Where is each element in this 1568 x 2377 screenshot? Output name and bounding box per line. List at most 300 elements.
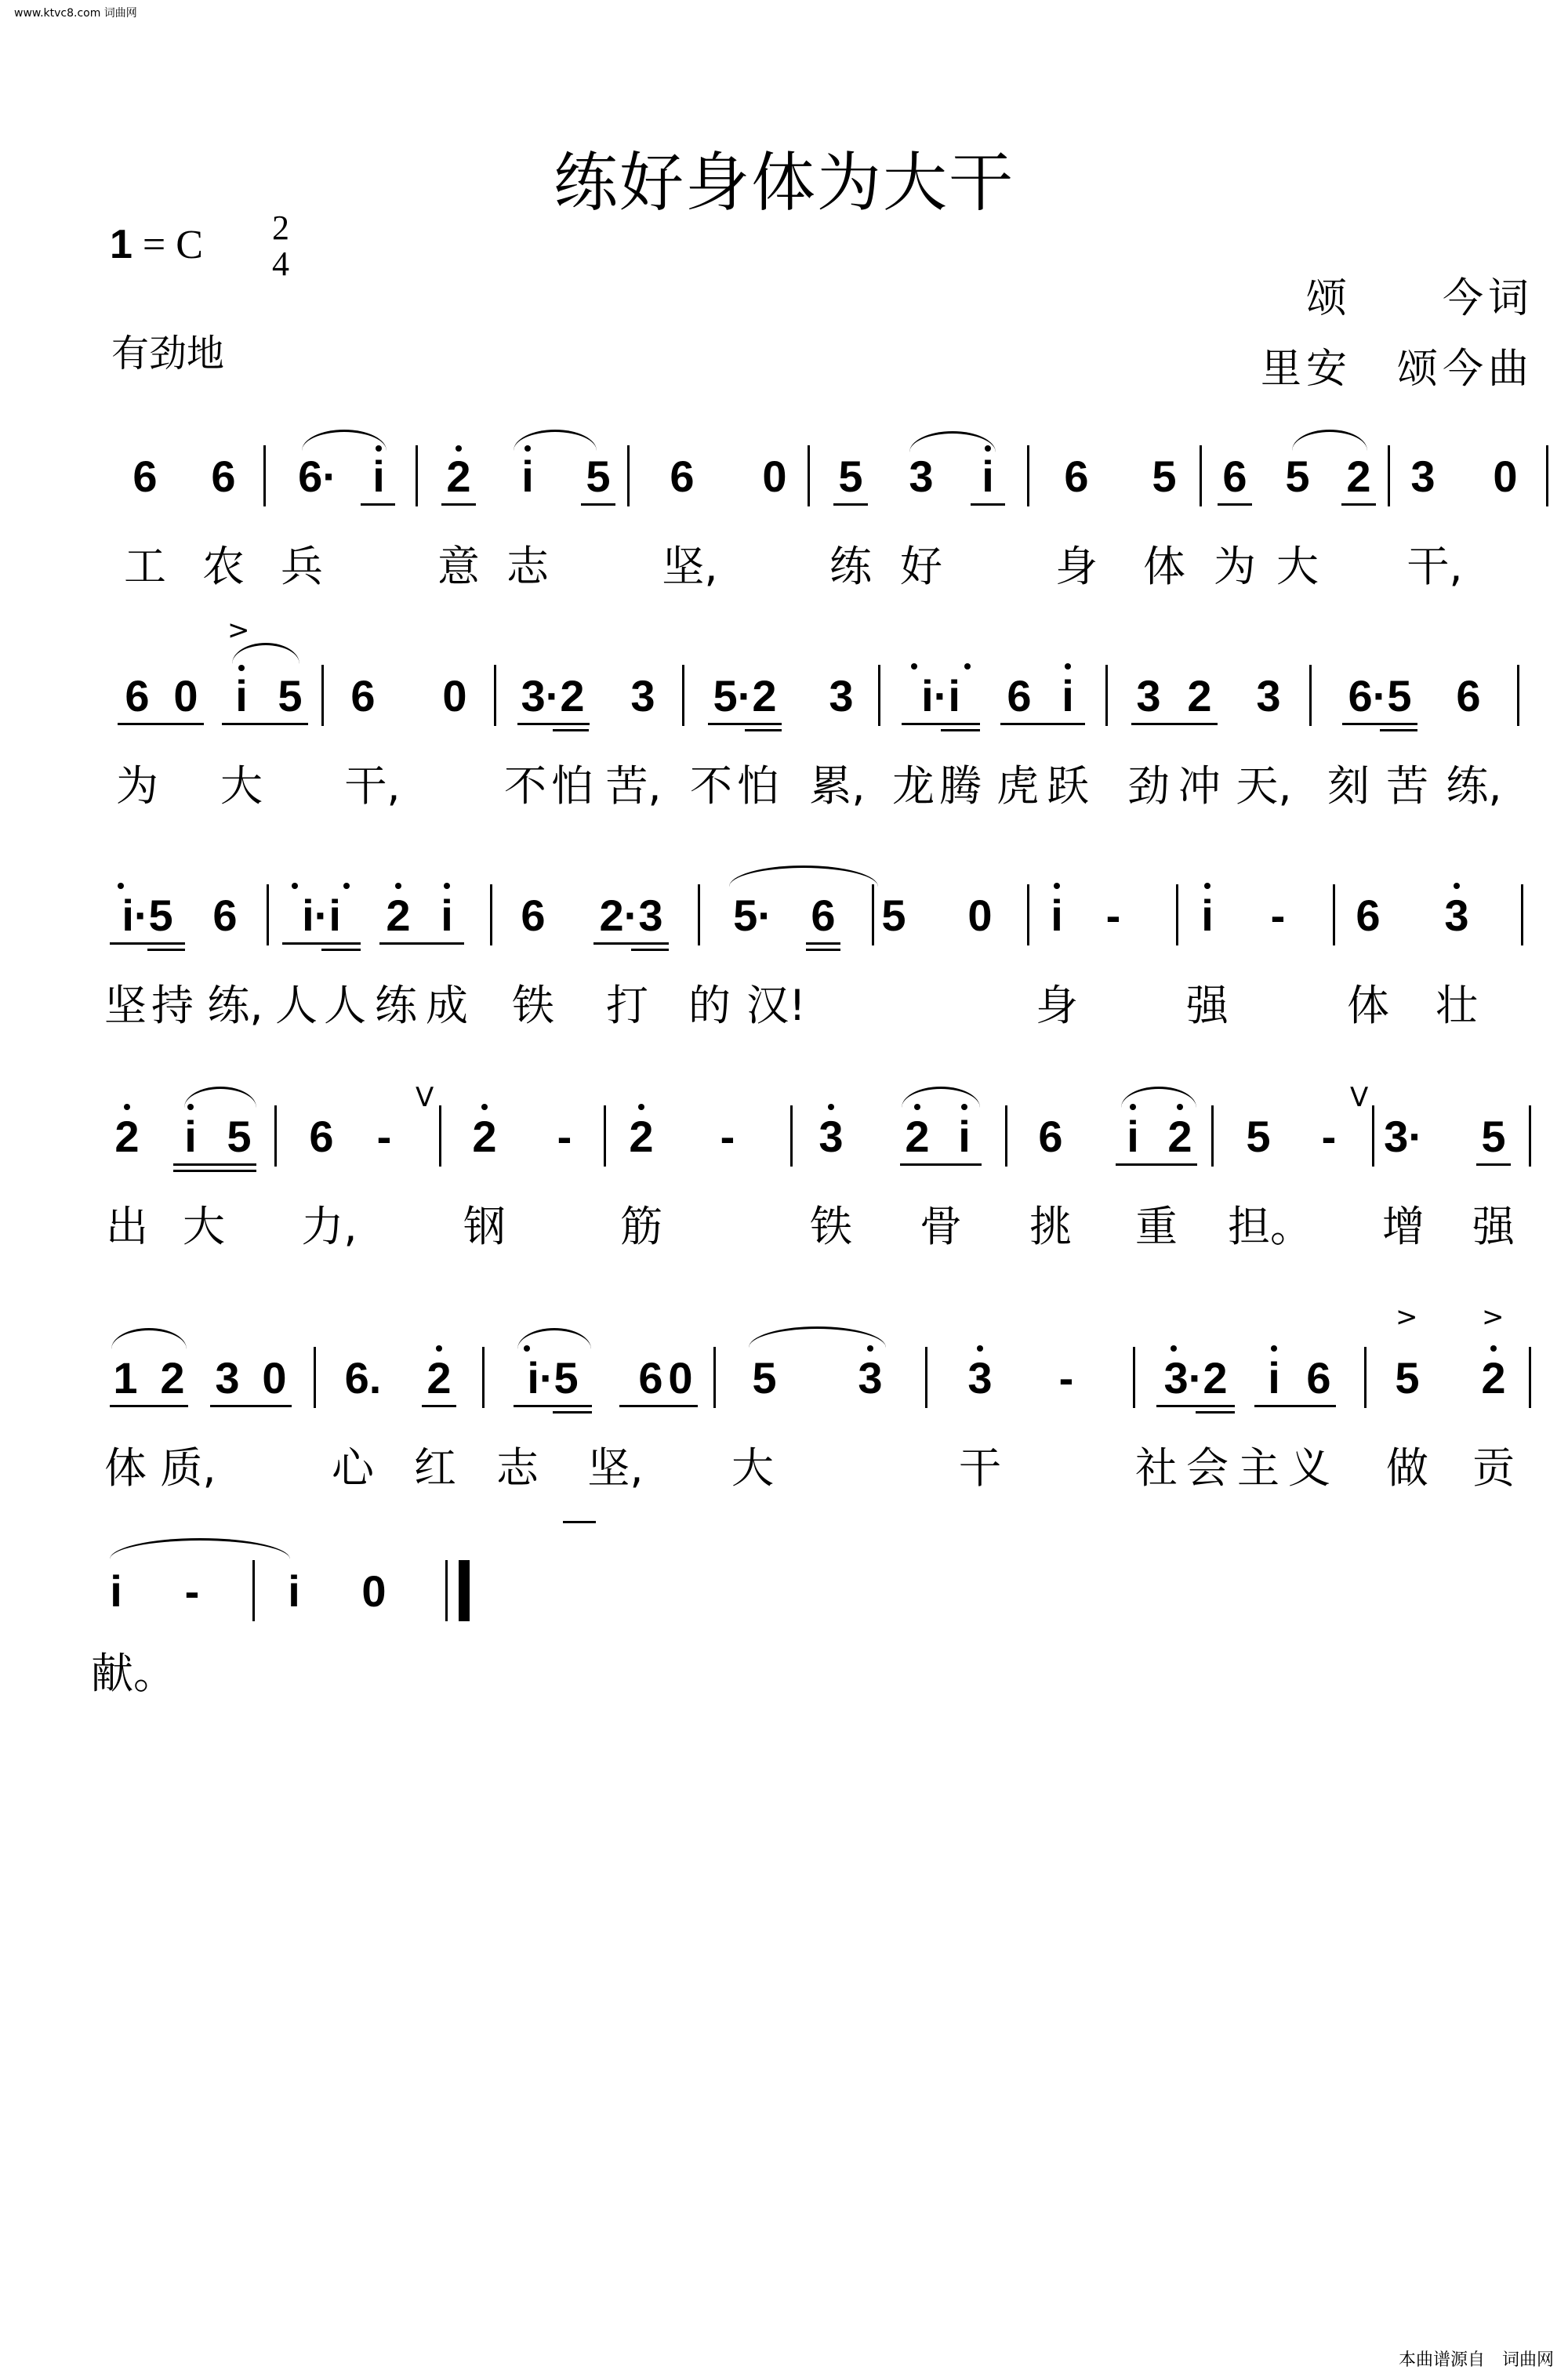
note: 6 [1038,1112,1063,1161]
note: 2 [160,1353,185,1403]
underline [173,1163,256,1166]
site-header: www.ktvc8.com 词曲网 [14,7,137,20]
lyric: 练, [1446,761,1502,811]
underline [110,1405,188,1407]
underline [282,942,361,945]
high-octave-dot [828,1104,834,1110]
note: i [184,1112,197,1161]
barline [439,1105,441,1167]
lyric: 筋 [620,1202,662,1251]
note: i [521,452,534,501]
note: 0 [361,1566,387,1616]
note: 2 [1481,1353,1506,1403]
note: 5 [227,1112,252,1161]
slur [184,1087,256,1108]
note: i [1127,1112,1139,1161]
barline [1133,1347,1135,1408]
barline [790,1105,793,1167]
barline [416,445,418,506]
lyric-line-2 [0,760,1568,815]
music-line-6 [0,1560,1568,1623]
note: 6 [1456,671,1481,720]
note: 2 [472,1112,497,1161]
lyric: 铁 [512,981,554,1030]
note: i·i [302,891,341,940]
lyric: 苦, [605,761,662,811]
high-octave-dot [977,1345,983,1352]
high-octave-dot [292,883,298,889]
barline [494,665,496,726]
note: 2 [905,1112,930,1161]
underline [147,949,185,951]
underline [745,729,782,731]
barline [1364,1347,1367,1408]
lyric: 做 [1386,1443,1428,1493]
lyric: 劲 [1127,761,1170,811]
high-octave-dot [118,883,124,889]
note: 2 [1167,1112,1192,1161]
barline [1105,665,1108,726]
slur [749,1326,886,1348]
barline [1388,445,1390,506]
underline [1116,1163,1197,1166]
lyric: 工 [124,542,166,591]
lyric: 不 [504,761,546,811]
accent-mark: > [227,615,250,646]
barline [314,1347,316,1408]
lyric: 干 [959,1443,1001,1493]
note: i·i [921,671,960,720]
note: 3 [1444,891,1469,940]
final-barline [459,1560,470,1621]
underline [1131,723,1218,725]
underline [971,503,1005,506]
high-octave-dot [1454,883,1460,889]
underline [1254,1405,1336,1407]
time-signature [265,210,296,282]
lyric: 质, [160,1443,216,1493]
note: 0 [442,671,467,720]
high-octave-dot [395,883,401,889]
slur [232,643,299,664]
barline [698,884,700,945]
note: 3 [818,1112,844,1161]
lyric: 龙 [892,761,935,811]
time-signature-bottom: 4 [272,245,289,283]
lyric: 贡 [1472,1443,1515,1493]
underline [553,729,589,731]
lyric: 练, [207,981,263,1030]
lyric: 人 [275,981,318,1030]
barline [263,445,266,506]
lyric-line-3 [0,980,1568,1035]
lyric: 强 [1472,1202,1515,1251]
note: 3 [967,1353,993,1403]
lyric: 担。 [1228,1202,1312,1251]
note: 6 [125,671,150,720]
note: i [441,891,453,940]
barline [1372,1105,1374,1167]
lyric: 体 [104,1443,147,1493]
note: 2 [386,891,411,940]
slur [110,1538,290,1559]
barline [1309,665,1312,726]
lyric: 虎 [996,761,1039,811]
underline [902,723,980,725]
note: 6 [211,452,236,501]
barline [1546,445,1548,506]
barline [274,1105,277,1167]
lyric: 体 [1143,542,1185,591]
note: 0 [762,452,787,501]
note: 6 [521,891,546,940]
note: i [982,452,994,501]
lyric: 心 [332,1443,374,1493]
underline [379,942,464,945]
note: 5 [838,452,863,501]
note: - [1321,1112,1337,1161]
lyric: 出 [106,1202,148,1251]
note: 0 [967,891,993,940]
high-octave-dot [1490,1345,1497,1352]
high-octave-dot [638,1104,644,1110]
note: 3 [829,671,854,720]
note: 6 [350,671,376,720]
underline [173,1170,256,1172]
underline [321,949,361,951]
barline [1211,1105,1214,1167]
note: i [235,671,248,720]
barline [252,1560,255,1621]
barline [1027,884,1029,945]
lyric: 人 [324,981,366,1030]
note: 6· [298,452,337,501]
lyric: 意 [437,542,480,591]
note: 2 [629,1112,654,1161]
lyric-line-5 [0,1443,1568,1497]
lyric: 大 [220,761,263,811]
underline [222,723,308,725]
high-octave-dot [481,1104,488,1110]
lyric: 主 [1237,1443,1279,1493]
tempo-marking: 有劲地 [111,332,225,376]
lyric: 怕 [737,761,779,811]
barline [1517,665,1519,726]
slur [909,431,996,452]
song-title: 练好身体为大干 [553,146,1014,220]
lyric: 不 [690,761,732,811]
note: 2·3 [599,891,663,940]
note: - [557,1112,572,1161]
underline [581,503,615,506]
lyric: 干, [1406,542,1463,591]
underline [1218,503,1252,506]
lyric: 壮 [1436,981,1478,1030]
barline [627,445,630,506]
slur [111,1328,187,1349]
underline [631,949,669,951]
note: 6 [309,1112,334,1161]
lyric: 献。 [91,1649,176,1698]
underline [553,1411,592,1413]
note: 6 [1222,452,1247,501]
note: 0 [668,1353,693,1403]
barline [713,1347,716,1408]
time-signature-top: 2 [272,209,289,247]
lyric: 农 [202,542,245,591]
barline [682,665,684,726]
underline [941,729,980,731]
lyric: 累, [809,761,866,811]
note: 5 [586,452,611,501]
music-line-5 [0,1301,1568,1410]
lyric: 汉! [746,981,806,1030]
note: 6 [132,452,158,501]
underline [1341,503,1376,506]
slur [729,866,878,887]
barline [445,1560,448,1621]
underline [441,503,476,506]
note: 5 [881,891,906,940]
note: 3 [630,671,655,720]
high-octave-dot [911,663,917,670]
music-line-3 [0,884,1568,947]
barline [1200,445,1202,506]
lyric: 干, [344,761,401,811]
note: 0 [173,671,198,720]
note: 5·2 [713,671,777,720]
lyric: 兵 [281,542,323,591]
underline [708,723,782,725]
note: 2 [114,1112,140,1161]
music-line-1 [0,445,1568,508]
note: 3 [215,1353,240,1403]
note: 6 [1007,671,1032,720]
note: - [1270,891,1286,940]
note: 3·2 [521,671,585,720]
lyric: 社 [1135,1443,1178,1493]
note: i [1268,1353,1280,1403]
underline [1342,723,1417,725]
note: i [1051,891,1063,940]
high-octave-dot [1271,1345,1277,1352]
lyric: 练 [375,981,417,1030]
lyric: 冲 [1178,761,1221,811]
underline [619,1405,698,1407]
slur [302,430,387,451]
underline [1000,723,1085,725]
lyric: 成 [426,981,468,1030]
music-line-4 [0,1082,1568,1168]
lyric-line-4 [0,1201,1568,1256]
note: 6 [811,891,836,940]
note: - [184,1566,200,1616]
barline [1176,884,1178,945]
note: 5 [1395,1353,1420,1403]
underline [593,942,669,945]
high-octave-dot [444,883,450,889]
lyric: 重 [1135,1202,1178,1251]
note: 6 [1064,452,1089,501]
lyric: 铁 [810,1202,852,1251]
accent-mark: > [1396,1301,1418,1333]
underline [806,949,840,951]
lyric: 腾 [939,761,982,811]
key-signature [110,221,203,268]
underline [118,723,204,725]
note: i [1062,671,1074,720]
underline [361,503,395,506]
underline [110,942,185,945]
underline [1476,1163,1511,1166]
lyric: 坚 [104,981,147,1030]
key-degree: 1 [110,222,132,267]
lyric: 志 [496,1443,539,1493]
note: - [376,1112,392,1161]
site-footer: 本曲谱源自 词曲网 [1398,2350,1554,2370]
note: 6 [670,452,695,501]
slur [1121,1087,1196,1108]
note: 6 [1356,891,1381,940]
lyric: 的 [688,981,731,1030]
barline [1521,884,1523,945]
note: 3 [858,1353,883,1403]
barline [925,1347,927,1408]
note: 3 [1410,452,1436,501]
note: i [958,1112,971,1161]
note: 5 [278,671,303,720]
note: 5 [1246,1112,1271,1161]
lyric: 大 [183,1202,225,1251]
underline [210,1405,292,1407]
barline [878,665,880,726]
note: 2 [1187,671,1212,720]
lyric: 大 [1276,542,1319,591]
barline [267,884,269,945]
lyric: 苦 [1386,761,1428,811]
barline [490,884,492,945]
note: i [110,1566,122,1616]
slur [902,1087,980,1108]
underline [514,1405,592,1407]
stray-mark [563,1521,596,1523]
music-line-2 [0,615,1568,728]
underline [900,1163,982,1166]
note: 5 [1481,1112,1506,1161]
barline [1529,1105,1531,1167]
note: 3 [909,452,934,501]
note: 2 [426,1353,452,1403]
high-octave-dot [1171,1345,1177,1352]
note: 1 [113,1353,138,1403]
lyric: 钢 [463,1202,506,1251]
barline [321,665,324,726]
note: 6 [212,891,238,940]
lyric: 天, [1236,761,1292,811]
lyric: 骨 [920,1202,962,1251]
note: 0 [262,1353,287,1403]
lyric: 刻 [1327,761,1370,811]
note: 6. [344,1353,382,1403]
lyric: 体 [1347,981,1389,1030]
underline [1380,729,1417,731]
lyricist-credit: 颂 今词 [1305,275,1534,322]
high-octave-dot [456,445,462,452]
lyric: 志 [506,542,549,591]
lyric: 怕 [551,761,593,811]
note: 2 [446,452,471,501]
lyric: 练 [829,542,872,591]
slur [517,1328,591,1349]
lyric: 坚, [587,1443,644,1493]
note: 5· [733,891,772,940]
barline [1027,445,1029,506]
lyric: 红 [414,1443,456,1493]
barline [1333,884,1335,945]
lyric-line-6 [0,1648,1568,1703]
note: 5 [752,1353,777,1403]
note: - [1058,1353,1074,1403]
barline [1005,1105,1007,1167]
note: - [720,1112,735,1161]
lyric: 打 [606,981,648,1030]
lyric: 身 [1036,981,1078,1030]
note: 6 [1306,1353,1331,1403]
barline [808,445,810,506]
lyric: 挑 [1029,1202,1072,1251]
note: 5 [1152,452,1177,501]
lyric: 好 [900,542,942,591]
underline [1156,1405,1235,1407]
key-value: = C [132,223,203,267]
note: 2 [1346,452,1371,501]
note: - [1105,891,1121,940]
high-octave-dot [124,1104,130,1110]
high-octave-dot [436,1345,442,1352]
underline [833,503,868,506]
note: i·5 [527,1353,579,1403]
lyric: 身 [1055,542,1098,591]
breath-mark: V [416,1082,434,1113]
lyric: 义 [1288,1443,1330,1493]
note: i [288,1566,300,1616]
underline [806,942,840,945]
note: i [372,452,385,501]
underline [422,1405,456,1407]
slur [1292,430,1367,451]
lyric: 力, [301,1202,358,1251]
breath-mark: V [1350,1082,1369,1113]
high-octave-dot [1204,883,1210,889]
lyric-line-1 [0,541,1568,596]
barline [604,1105,606,1167]
high-octave-dot [238,665,245,671]
high-octave-dot [1065,663,1071,670]
lyric: 强 [1186,981,1229,1030]
note: 6 [638,1353,663,1403]
lyric: 坚, [662,542,718,591]
underline [1196,1411,1235,1413]
high-octave-dot [343,883,350,889]
note: 3 [1136,671,1161,720]
composer-credit: 里安 颂今曲 [1260,346,1534,393]
barline [482,1347,485,1408]
barline [872,884,874,945]
slur [514,430,597,451]
lyric: 为 [1214,542,1256,591]
lyric: 增 [1382,1202,1425,1251]
note: i·5 [122,891,173,940]
